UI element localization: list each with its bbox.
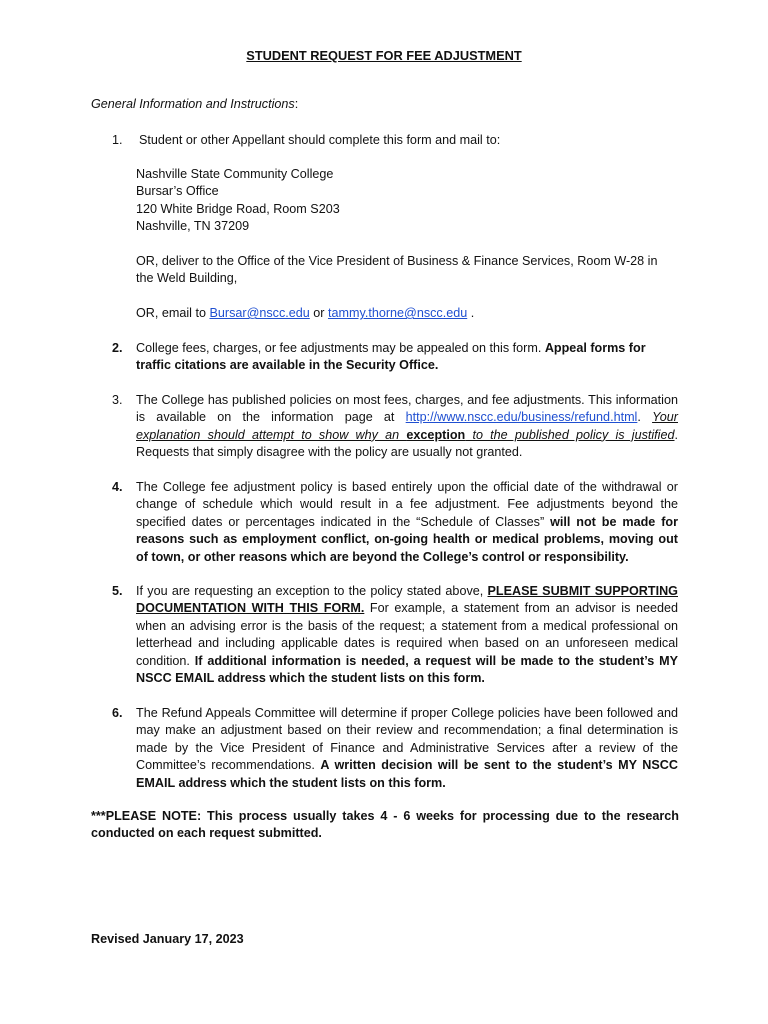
item-5-bold-text: If additional information is needed, a request will be made to the student’s MY NSCC EMAIL address which the student lists on this form. <box>136 653 678 686</box>
item-3-text: The College has published policies on most fees, charges, and fee adjustments. This information is available on the information page at http://www.nscc.edu/business/refund.html. Your explanation should attempt to show why an exception to the published policy is justified. Requests that simply disagree with the policy are usually not granted. <box>136 393 678 460</box>
item-4-text: The College fee adjustment policy is based entirely upon the official date of the withdrawal or change of schedule which would result in a fee adjustment. Fee adjustments beyond the specified dates or percentages indicated in the “Schedule of Classes” will not be made for reasons such as employment conflict, on-going health or medical problems, moving out of town, or other reasons which are beyond the College’s control or responsibility. <box>136 480 678 564</box>
document-title: STUDENT REQUEST FOR FEE ADJUSTMENT <box>246 48 522 63</box>
item-6-bold-text: A written decision will be sent to the student’s MY NSCC EMAIL address which the student lists on this form. <box>136 758 678 790</box>
deliver-option-text: OR, deliver to the Office of the Vice President of Business & Finance Services, Room W-28 in the Weld Building, <box>136 254 658 286</box>
email-option: OR, email to Bursar@nscc.edu or tammy.thorne@nscc.edu . <box>136 306 475 320</box>
exception-emphasis: exception <box>406 427 466 442</box>
item-4-bold-text: will not be made for reasons such as employment conflict, on-going health or medical problems, moving out of town, or other reasons which are beyond the College’s control or responsibility. <box>136 514 678 564</box>
item-4-number: 4. <box>112 480 123 494</box>
item-6-text: The Refund Appeals Committee will determine if proper College policies have been followed and may make an adjustment based on their review and recommendation; a final determination is made by the Vice President of Finance and Administrative Services after a review of the Committee’s recommendations. A written decision will be sent to the student’s MY NSCC EMAIL address which the student lists on this form. <box>136 706 678 790</box>
processing-time-note: ***PLEASE NOTE: This process usually takes 4 - 6 weeks for processing due to the research conducted on each request submitted. <box>91 809 679 841</box>
address-line: Nashville State Community College <box>136 167 334 181</box>
supporting-documentation-notice: PLEASE SUBMIT SUPPORTING DOCUMENTATION WITH THIS FORM. <box>136 584 678 616</box>
item-2-bold-text: Appeal forms for traffic citations are available in the Security Office. <box>136 341 646 373</box>
general-info-label: General Information and Instructions <box>91 97 295 111</box>
item-2-text: College fees, charges, or fee adjustments may be appealed on this form. Appeal forms for traffic citations are available in the Security Office. <box>136 341 646 373</box>
item-1-text: Student or other Appellant should complete this form and mail to: <box>139 133 501 147</box>
address-line: Nashville, TN 37209 <box>136 219 250 234</box>
item-3-number: 3. <box>112 393 123 407</box>
general-info-heading: General Information and Instructions: <box>91 97 299 111</box>
refund-policy-link[interactable]: http://www.nscc.edu/business/refund.html <box>405 410 638 425</box>
item-2-number: 2. <box>112 341 123 355</box>
item-6-number: 6. <box>112 706 123 720</box>
bursar-email-link[interactable]: Bursar@nscc.edu <box>209 306 310 320</box>
address-line: 120 White Bridge Road, Room S203 <box>136 201 340 216</box>
revised-date: Revised January 17, 2023 <box>91 932 244 946</box>
item-1-number: 1. <box>112 133 123 147</box>
mailing-address <box>136 166 678 236</box>
item-5-number: 5. <box>112 584 123 598</box>
address-line: Bursar’s Office <box>136 184 219 199</box>
tammy-thorne-email-link[interactable]: tammy.thorne@nscc.edu <box>327 306 468 320</box>
item-5-text: If you are requesting an exception to the policy stated above, PLEASE SUBMIT SUPPORTING DOCUMENTATION WITH THIS FORM. For example, a statement from an advisor is needed when an advising error is the basis of the request; a statement from a medical professional on letterhead and including applicable dates is required when based on an unforeseen medical condition. If additional information is needed, a request will be made to the student’s MY NSCC EMAIL address which the student lists on this form. <box>136 584 678 686</box>
